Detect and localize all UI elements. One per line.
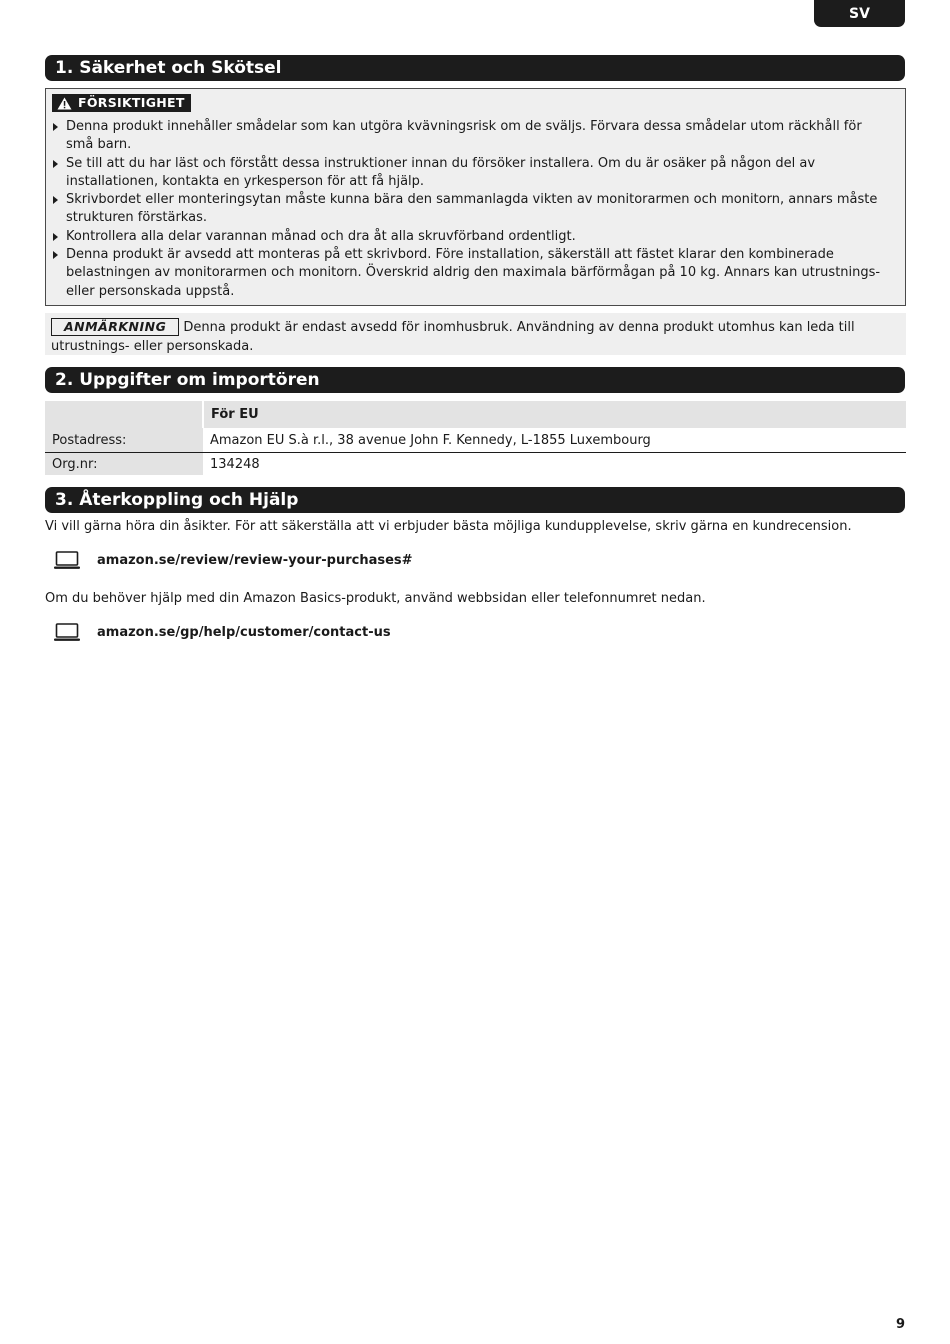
caution-item: [52, 191, 892, 228]
caution-item-text: Denna produkt är avsedd att monteras på ett skrivbord. Före installation, säkerställ att fästet klarar den kombinerade belastningen av monitorarmen och monitorn. Överskrid aldrig den maximala bärförmågan på 10 kg. Annars kan utrustnings- eller personskada uppstå.: [66, 247, 881, 299]
caution-item-text: Skrivbordet eller monteringsytan måste kunna bära den sammanlagda vikten av monitorarmen och monitorn, annars måste strukturen förstärkas.: [66, 192, 878, 226]
bullet-icon: [53, 196, 58, 204]
caution-item: [52, 246, 892, 301]
caution-list: [52, 118, 892, 301]
table-row: [45, 428, 906, 453]
table-row-label: Org.nr:: [45, 453, 203, 476]
caution-label-text: FÖRSIKTIGHET: [78, 95, 185, 110]
caution-item-text: Denna produkt innehåller smådelar som kan utgöra kvävningsrisk om de sväljs. Förvara dessa smådelar utom räckhåll för små barn.: [66, 119, 862, 153]
table-header-row: [45, 401, 906, 428]
caution-item: [52, 155, 892, 192]
laptop-icon: [54, 623, 81, 642]
bullet-icon: [53, 233, 58, 241]
review-link-row[interactable]: [54, 551, 413, 570]
section-title-importer: 2. Uppgifter om importören: [45, 367, 905, 393]
language-tab: SV: [814, 0, 905, 27]
bullet-icon: [53, 160, 58, 168]
table-header-cell: För EU: [203, 401, 906, 428]
importer-table: [45, 401, 906, 475]
caution-item: [52, 118, 892, 155]
warning-icon: [57, 97, 72, 110]
table-row: [45, 453, 906, 476]
section-title-feedback: 3. Återkoppling och Hjälp: [45, 487, 905, 513]
help-text: Om du behöver hjälp med din Amazon Basics-produkt, använd webbsidan eller telefonnumret nedan.: [45, 591, 706, 606]
note-label: ANMÄRKNING: [51, 318, 179, 336]
table-row-value: Amazon EU S.à r.l., 38 avenue John F. Kennedy, L-1855 Luxembourg: [203, 428, 906, 453]
table-row-label: Postadress:: [45, 428, 203, 453]
caution-item: [52, 228, 892, 246]
review-link[interactable]: amazon.se/review/review-your-purchases#: [97, 553, 413, 568]
table-row-value: 134248: [210, 456, 260, 472]
section-title-safety: 1. Säkerhet och Skötsel: [45, 55, 905, 81]
table-header-cell: [45, 401, 203, 428]
caution-label: [52, 94, 191, 112]
page-number: 9: [895, 1317, 905, 1332]
help-link[interactable]: amazon.se/gp/help/customer/contact-us: [97, 625, 391, 640]
bullet-icon: [53, 251, 58, 259]
note-box: [45, 313, 906, 355]
laptop-icon: [54, 551, 81, 570]
note-text: Denna produkt är endast avsedd för inomhusbruk. Användning av denna produkt utomhus kan leda till utrustnings- eller personskada.: [51, 320, 855, 354]
bullet-icon: [53, 123, 58, 131]
caution-item-text: Se till att du har läst och förstått dessa instruktioner innan du försöker installera. Om du är osäker på någon del av installationen, kontakta en yrkesperson för att få hjälp.: [66, 155, 816, 189]
caution-item-text: Kontrollera alla delar varannan månad och dra åt alla skruvförband ordentligt.: [66, 228, 576, 244]
feedback-intro: Vi vill gärna höra din åsikter. För att säkerställa att vi erbjuder bästa möjliga kundupplevelse, skriv gärna en kundrecension.: [45, 519, 852, 534]
caution-box: [45, 88, 906, 306]
help-link-row[interactable]: [54, 623, 391, 642]
